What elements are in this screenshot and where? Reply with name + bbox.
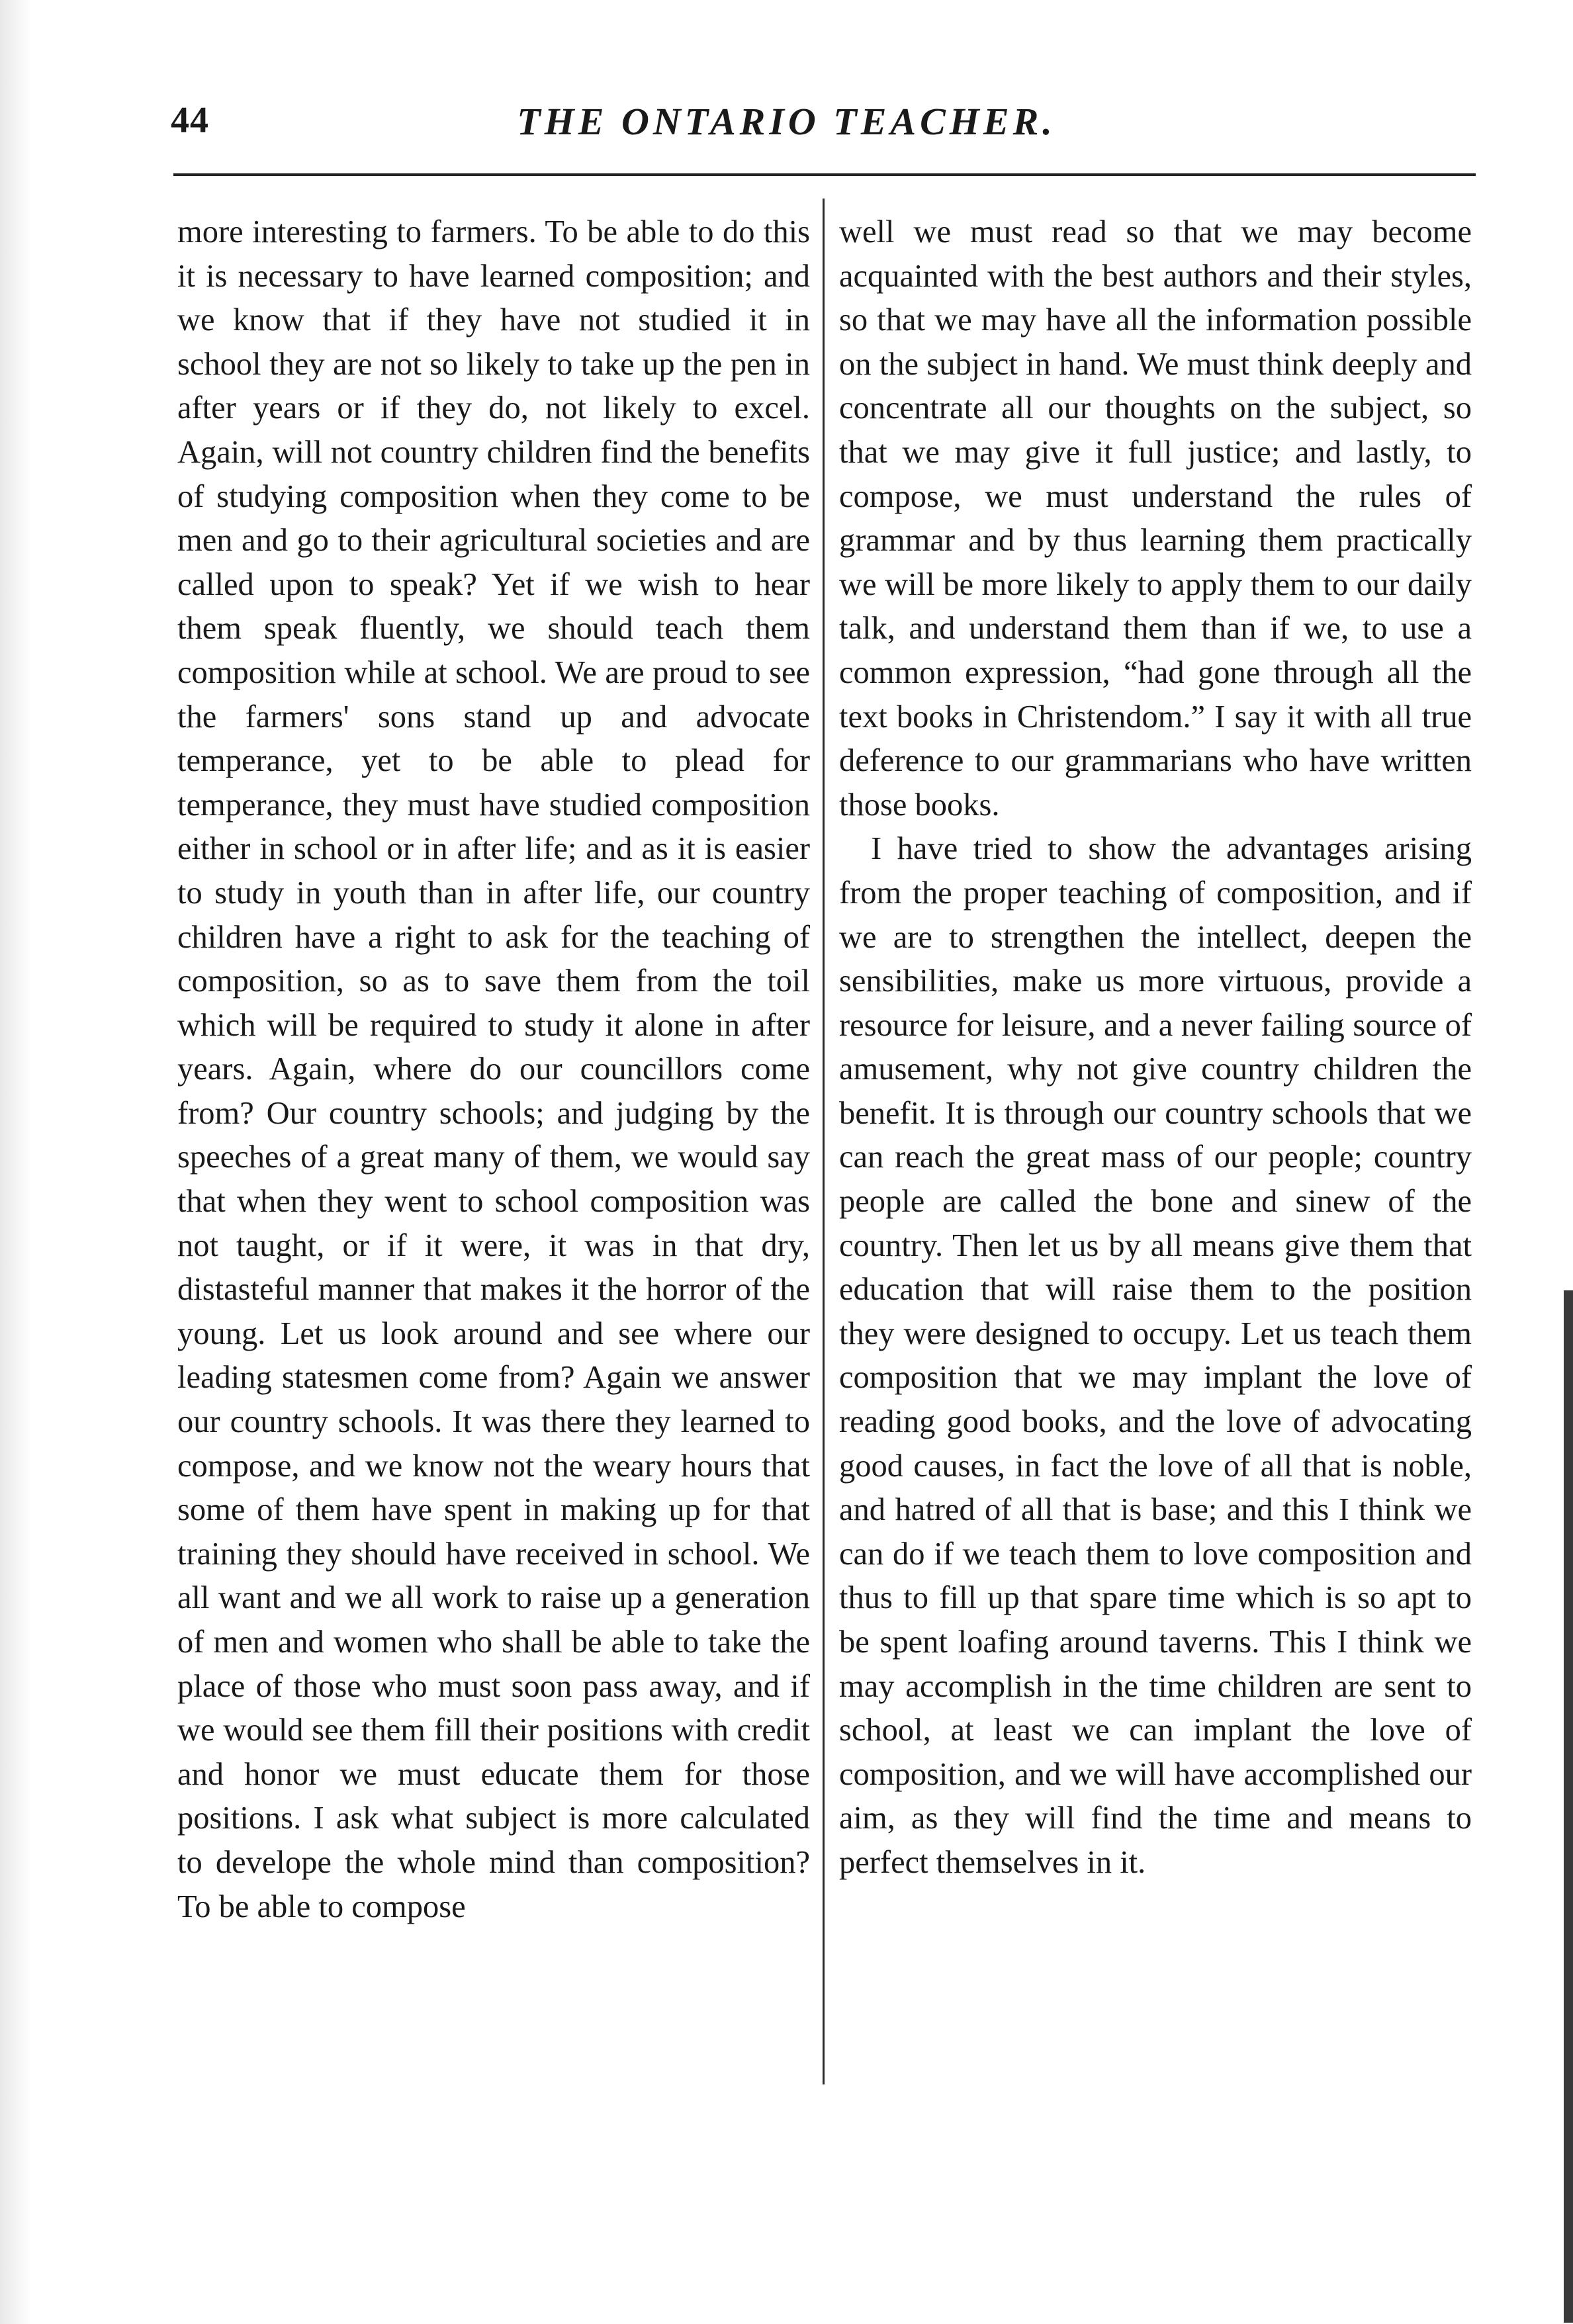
right-column-paragraph-1: well we must read so that we may become acquainted with the best authors and their styles, so that we may have all the information possible on the subject in hand. We must think deeply and concentrate all our thoughts on the subject, so that we may give it full justice; and lastly, to compose, we must understand the rules of grammar and by thus learning them practically we will be more likely to apply them to our daily talk, and understand them than if we, to use a common expression, “had gone through all the text books in Christendom.” I say it with all true deference to our grammarians who have written those books. [839, 214, 1472, 823]
left-column [177, 210, 810, 1929]
page-number: 44 [171, 100, 209, 141]
left-column-paragraph-1: more interesting to farmers. To be able to do this it is necessary to have learned composition; and we know that if they have not studied it in school they are not so likely to take up the pen in after years or if they do, not likely to excel. Again, will not country children find the benefits of studying composition when they come to be men and go to their agricultural societies and are called upon to speak? Yet if we wish to hear them speak fluently, we should teach them composition while at school. We are proud to see the farmers' sons stand up and advocate temperance, yet to be able to plead for temperance, they must have studied composition either in school or in after life; and as it is easier to study in youth than in after life, our country children have a right to ask for the teaching of composition, so as to save them from the toil which will be required to study it alone in after years. Again, where do our councillors come from? Our country schools; and judging by the speeches of a great many of them, we would say that when they went to school composition was not taught, or if it were, it was in that dry, distasteful manner that makes it the horror of the young. Let us look around and see where our leading statesmen come from? Again we answer our country schools. It was there they learned to compose, and we know not the weary hours that some of them have spent in making up for that training they should have received in school. We all want and we all work to raise up a generation of men and women who shall be able to take the place of those who must soon pass away, and if we would see them fill their positions with credit and honor we must educate them for those positions. I ask what subject is more calculated to develope the whole mind than composition? To be able to compose [177, 214, 810, 1924]
scan-edge-shadow [0, 0, 32, 2324]
right-column [839, 210, 1472, 1885]
column-divider [823, 199, 825, 2084]
scan-binding-edge [1564, 1290, 1573, 2323]
right-column-paragraph-2: I have tried to show the advantages arising from the proper teaching of composition, and if we are to strengthen the intellect, deepen the sensibilities, make us more virtuous, provide a resource for leisure, and a never failing source of amusement, why not give country children the benefit. It is through our country schools that we can reach the great mass of our people; country people are called the bone and sinew of the country. Then let us by all means give them that education that will raise them to the position they were designed to occupy. Let us teach them composition that we may implant the love of reading good books, and the love of advocating good causes, in fact the love of all that is noble, and hatred of all that is base; and this I think we can do if we teach them to love composition and thus to fill up that spare time which is so apt to be spent loafing around taverns. This I think we may accomplish in the time children are sent to school, at least we can implant the love of composition, and we will have accomplished our aim, as they will find the time and means to perfect themselves in it. [839, 831, 1472, 1880]
header-rule [173, 173, 1476, 176]
running-title: THE ONTARIO TEACHER. [517, 100, 1056, 143]
